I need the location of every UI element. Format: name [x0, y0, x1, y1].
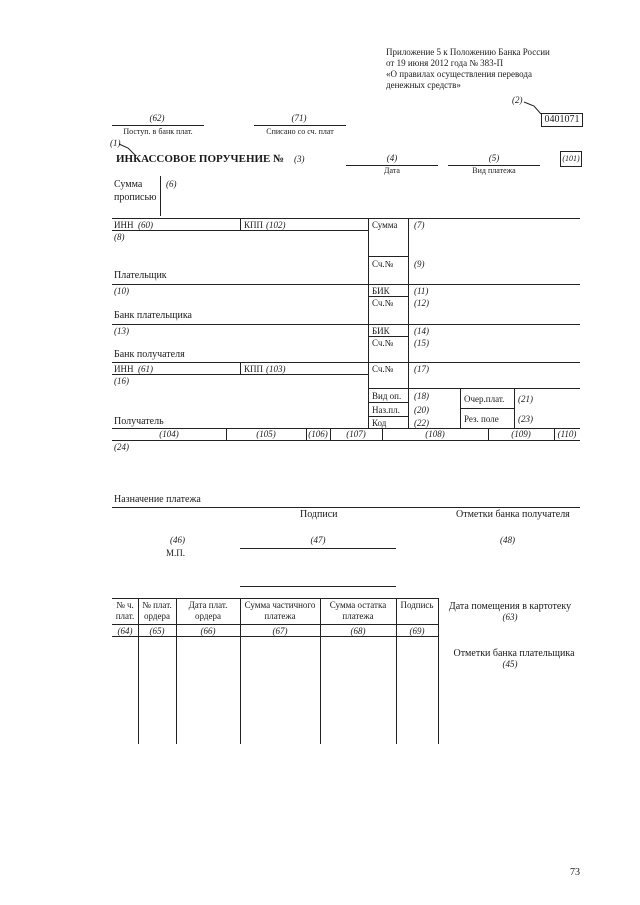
- table-code-68: (68): [350, 626, 366, 636]
- purpose-label: Назначение платежа: [114, 494, 201, 505]
- grid-line-bik1: [368, 296, 408, 297]
- page-number: 73: [570, 867, 580, 878]
- op-type-code: (18): [414, 391, 429, 401]
- payer-bank-bik-label: БИК: [372, 286, 390, 296]
- table-codes-line: [112, 636, 438, 637]
- recipient-inn-code: (61): [138, 364, 153, 374]
- status-box-101: (101): [560, 151, 582, 167]
- tax-field-109: (109): [511, 429, 531, 439]
- table-header-5b: платежа: [342, 611, 374, 621]
- payer-label: Плательщик: [114, 270, 167, 281]
- recipient-bank-account-label: Сч.№: [372, 338, 394, 348]
- grid-vline-labels-left: [368, 218, 369, 428]
- code-code: (22): [414, 418, 429, 428]
- number-code: (3): [294, 154, 305, 164]
- payer-sum-label: Сумма: [372, 220, 398, 230]
- sig-left-code: (46): [170, 535, 185, 545]
- recipient-kpp-code: (103): [266, 364, 286, 374]
- grid-line-inn-bottom: [112, 230, 368, 231]
- payer-name-code: (8): [114, 232, 125, 242]
- recipient-label: Получатель: [114, 416, 164, 427]
- grid-line-sum-bottom: [368, 256, 408, 257]
- sum-words-divider: [160, 176, 161, 216]
- payment-type-code: (5): [488, 153, 500, 163]
- payer-account-label: Сч.№: [372, 259, 394, 269]
- table-header-4a: Сумма частичного: [244, 600, 316, 610]
- table-header-6a: Подпись: [400, 600, 434, 610]
- table-code-69: (69): [409, 626, 425, 636]
- payer-bank-account-label: Сч.№: [372, 298, 394, 308]
- table-header-1a: № ч.: [116, 600, 134, 610]
- grid-line-purpose-bottom: [368, 416, 408, 417]
- payer-bank-account-code: (12): [414, 298, 429, 308]
- table-header-3b: ордера: [195, 611, 221, 621]
- grid-vline-kpp2: [240, 362, 241, 374]
- reserve-code: (23): [518, 414, 533, 424]
- form-code-box: 0401071: [541, 113, 583, 127]
- tax-field-106: (106): [308, 429, 328, 439]
- recipient-bank-bik-code: (14): [414, 326, 429, 336]
- sum-words-code: (6): [166, 179, 177, 189]
- priority-label: Очер.плат.: [464, 394, 505, 404]
- received-code: (62): [149, 113, 165, 123]
- date-code: (4): [386, 153, 398, 163]
- stamp-label: М.П.: [166, 548, 186, 558]
- table-vline-5: [396, 598, 397, 744]
- grid-line-priority-bottom: [460, 408, 514, 409]
- table-header-2a: № плат.: [142, 600, 172, 610]
- bank-marks-code: (48): [500, 535, 515, 545]
- recipient-bank-bik-label: БИК: [372, 326, 390, 336]
- recipient-inn-label: ИНН: [114, 364, 134, 374]
- appendix-line-1: Приложение 5 к Положению Банка России: [386, 47, 550, 57]
- recipient-kpp-label: КПП: [244, 364, 264, 374]
- tax-field-110: (110): [557, 429, 577, 439]
- signature-line-1: [240, 548, 396, 549]
- appendix-line-4: денежных средств»: [386, 80, 461, 90]
- appendix-line-3: «О правилах осуществления перевода: [386, 69, 532, 79]
- grid-line-recipient-bank-bottom: [112, 362, 580, 363]
- tax-field-104: (104): [159, 429, 179, 439]
- sum-words-label-1: Сумма: [114, 179, 143, 190]
- payer-sum-code: (7): [414, 220, 425, 230]
- tax-field-108: (108): [425, 429, 445, 439]
- form-title: ИНКАССОВОЕ ПОРУЧЕНИЕ №: [116, 153, 285, 165]
- payer-bank-marks-label: Отметки банка плательщика: [453, 648, 575, 659]
- grid-line-payer-bottom: [112, 284, 580, 285]
- received-line: [112, 125, 204, 126]
- grid-line-payer-bank-bottom: [112, 324, 580, 325]
- recipient-account-code: (17): [414, 364, 429, 374]
- table-header-line: [112, 624, 438, 625]
- purpose-code: (24): [114, 442, 129, 452]
- debited-code: (71): [291, 113, 307, 123]
- date-label: Дата: [384, 166, 400, 175]
- debited-line: [254, 125, 346, 126]
- code-marker-2: (2): [512, 95, 523, 105]
- purpose-bottom-line: [112, 507, 580, 508]
- grid-vline-kpp1: [240, 218, 241, 230]
- payer-kpp-code: (102): [266, 220, 286, 230]
- reserve-label: Рез. поле: [464, 414, 499, 424]
- priority-code: (21): [518, 394, 533, 404]
- bank-marks-title: Отметки банка получателя: [456, 509, 570, 520]
- table-header-3a: Дата плат.: [188, 600, 228, 610]
- recipient-bank-name-code: (13): [114, 326, 129, 336]
- card-date-code: (63): [502, 612, 518, 622]
- grid-line-bik2: [368, 336, 408, 337]
- signatures-title: Подписи: [300, 509, 338, 520]
- tax-field-107: (107): [346, 429, 366, 439]
- table-code-64: (64): [117, 626, 133, 636]
- table-code-66: (66): [200, 626, 216, 636]
- table-header-1b: плат.: [115, 611, 135, 621]
- recipient-name-code: (16): [114, 376, 129, 386]
- sum-words-label-2: прописью: [114, 192, 157, 203]
- recipient-bank-account-code: (15): [414, 338, 429, 348]
- payer-bank-label: Банк плательщика: [114, 310, 192, 321]
- code-marker-1: (1): [110, 138, 121, 148]
- recipient-account-label: Сч.№: [372, 364, 394, 374]
- grid-vline-priority-left: [460, 388, 461, 428]
- grid-line-optype-bottom: [368, 402, 408, 403]
- grid-vline-priority-right: [514, 388, 515, 428]
- payer-inn-label: ИНН: [114, 220, 134, 230]
- received-label: Поступ. в банк плат.: [123, 127, 193, 136]
- table-code-67: (67): [272, 626, 288, 636]
- grid-line-top: [112, 218, 580, 219]
- payer-kpp-label: КПП: [244, 220, 264, 230]
- signature-line-2: [240, 586, 396, 587]
- debited-label: Списано со сч. плат: [266, 127, 334, 136]
- table-code-65: (65): [149, 626, 165, 636]
- table-header-2b: ордера: [144, 611, 170, 621]
- signature-code: (47): [310, 535, 326, 545]
- table-header-4b: платежа: [264, 611, 296, 621]
- payer-bank-bik-code: (11): [414, 286, 429, 296]
- op-type-label: Вид оп.: [372, 391, 402, 401]
- grid-line-tax-bottom: [112, 440, 580, 441]
- payer-account-code: (9): [414, 259, 425, 269]
- recipient-bank-label: Банк получателя: [114, 349, 185, 360]
- payer-bank-name-code: (10): [114, 286, 129, 296]
- table-vline-6: [438, 598, 439, 744]
- purpose-type-code: (20): [414, 405, 429, 415]
- payment-type-label: Вид платежа: [472, 166, 516, 175]
- grid-line-inn2-bottom: [112, 374, 368, 375]
- card-date-label: Дата помещения в картотеку: [448, 601, 572, 612]
- appendix-line-2: от 19 июня 2012 года № 383-П: [386, 58, 504, 68]
- grid-vline-labels-right: [408, 218, 409, 428]
- payer-inn-code: (60): [138, 220, 153, 230]
- payer-bank-marks-code: (45): [502, 659, 518, 669]
- purpose-type-label: Наз.пл.: [372, 405, 400, 415]
- tax-field-105: (105): [256, 429, 276, 439]
- table-top-line: [112, 598, 438, 599]
- code-label: Код: [372, 418, 387, 428]
- table-header-5a: Сумма остатка: [329, 600, 387, 610]
- grid-line-account-bottom: [368, 388, 580, 389]
